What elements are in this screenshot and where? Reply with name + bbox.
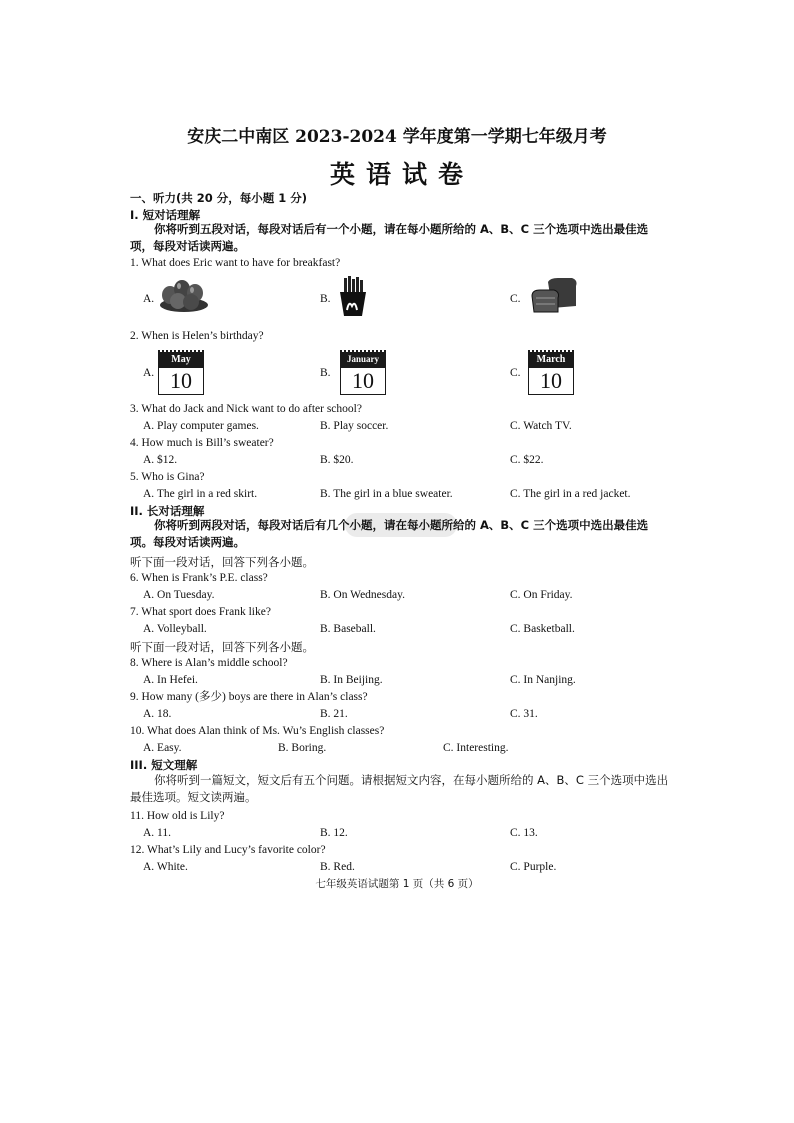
- dialog-intro: 听下面一段对话，回答下列各小题。: [130, 640, 314, 654]
- calendar-march-icon: [528, 350, 574, 394]
- option-a[interactable]: A. Easy.: [143, 742, 182, 754]
- option-b[interactable]: B. Red.: [320, 861, 355, 873]
- calendar-january-icon: [340, 350, 386, 394]
- option-c[interactable]: C. Basketball.: [510, 623, 575, 635]
- option-b[interactable]: B. The girl in a blue sweater.: [320, 488, 453, 500]
- bread-icon: [528, 278, 578, 319]
- exam-title: 安庆二中南区 2023-2024 学年度第一学期七年级月考: [187, 127, 607, 147]
- option-c[interactable]: C. In Nanjing.: [510, 674, 576, 686]
- page-footer: 七年级英语试题第 1 页（共 6 页）: [315, 878, 479, 890]
- question-10: 10. What does Alan think of Ms. Wu’s English classes?: [130, 725, 385, 737]
- option-c[interactable]: C. Watch TV.: [510, 420, 572, 432]
- option-b[interactable]: B. On Wednesday.: [320, 589, 405, 601]
- eggs-basket-icon: [158, 275, 210, 318]
- question-12: 12. What’s Lily and Lucy’s favorite color?: [130, 844, 326, 856]
- question-8: 8. Where is Alan’s middle school?: [130, 657, 288, 669]
- option-a[interactable]: A. Play computer games.: [143, 420, 259, 432]
- calendar-day: 10: [158, 367, 204, 395]
- calendar-may-icon: [158, 350, 204, 394]
- option-c[interactable]: C. On Friday.: [510, 589, 573, 601]
- section-heading-listening: 一、听力(共 20 分，每小题 1 分): [130, 191, 308, 205]
- french-fries-icon: [336, 276, 370, 321]
- option-c[interactable]: C. The girl in a red jacket.: [510, 488, 631, 500]
- option-c[interactable]: C. 13.: [510, 827, 538, 839]
- part-heading-passage: III. 短文理解: [130, 758, 198, 772]
- option-a[interactable]: A. In Hefei.: [143, 674, 198, 686]
- question-1: 1. What does Eric want to have for breakfast?: [130, 257, 341, 269]
- calendar-day: 10: [528, 367, 574, 395]
- option-a[interactable]: A. White.: [143, 861, 188, 873]
- calendar-month: May: [158, 352, 204, 367]
- question-11: 11. How old is Lily?: [130, 810, 225, 822]
- question-6: 6. When is Frank’s P.E. class?: [130, 572, 268, 584]
- option-a[interactable]: A.: [143, 367, 155, 379]
- part-instructions: 你将听到两段对话，每段对话后有几个小题，请在每小题所给的 A、B、C 三个选项中选出最佳选项。每段对话读两遍。: [130, 518, 649, 549]
- option-a[interactable]: A. On Tuesday.: [143, 589, 215, 601]
- part-instructions: 你将听到五段对话，每段对话后有一个小题，请在每小题所给的 A、B、C 三个选项中选出最佳选项，每段对话读两遍。: [130, 222, 649, 253]
- option-a[interactable]: A. The girl in a red skirt.: [143, 488, 258, 500]
- option-a[interactable]: A. 11.: [143, 827, 172, 839]
- part-heading-short-dialogs: I. 短对话理解: [130, 208, 201, 222]
- option-c[interactable]: C. 31.: [510, 708, 538, 720]
- option-b[interactable]: B. 12.: [320, 827, 348, 839]
- option-b[interactable]: B. Play soccer.: [320, 420, 389, 432]
- option-c[interactable]: C. $22.: [510, 454, 544, 466]
- option-b[interactable]: B. 21.: [320, 708, 348, 720]
- option-c[interactable]: C. Interesting.: [443, 742, 509, 754]
- option-b[interactable]: B. In Beijing.: [320, 674, 383, 686]
- option-a[interactable]: A. $12.: [143, 454, 178, 466]
- part-instructions: 你将听到一篇短文，短文后有五个问题。请根据短文内容，在每小题所给的 A、B、C 三个选项中选出最佳选项。短文读两遍。: [130, 773, 669, 804]
- option-c[interactable]: C. Purple.: [510, 861, 557, 873]
- option-a[interactable]: A.: [143, 293, 155, 305]
- option-a[interactable]: A. 18.: [143, 708, 172, 720]
- calendar-month: March: [528, 352, 574, 367]
- dialog-intro: 听下面一段对话，回答下列各小题。: [130, 555, 314, 569]
- option-a[interactable]: A. Volleyball.: [143, 623, 207, 635]
- option-b[interactable]: B.: [320, 367, 331, 379]
- calendar-day: 10: [340, 367, 386, 395]
- part-heading-long-dialogs: II. 长对话理解: [130, 504, 205, 518]
- question-4: 4. How much is Bill’s sweater?: [130, 437, 274, 449]
- option-b[interactable]: B. $20.: [320, 454, 354, 466]
- option-c[interactable]: C.: [510, 293, 521, 305]
- option-b[interactable]: B.: [320, 293, 331, 305]
- question-2: 2. When is Helen’s birthday?: [130, 330, 264, 342]
- calendar-month: January: [340, 352, 386, 367]
- question-9: 9. How many (多少) boys are there in Alan’s class?: [130, 691, 368, 703]
- subject-title: 英语试卷: [329, 160, 474, 189]
- question-3: 3. What do Jack and Nick want to do after school?: [130, 403, 362, 415]
- question-5: 5. Who is Gina?: [130, 471, 205, 483]
- question-7: 7. What sport does Frank like?: [130, 606, 271, 618]
- option-b[interactable]: B. Baseball.: [320, 623, 376, 635]
- option-c[interactable]: C.: [510, 367, 521, 379]
- option-b[interactable]: B. Boring.: [278, 742, 327, 754]
